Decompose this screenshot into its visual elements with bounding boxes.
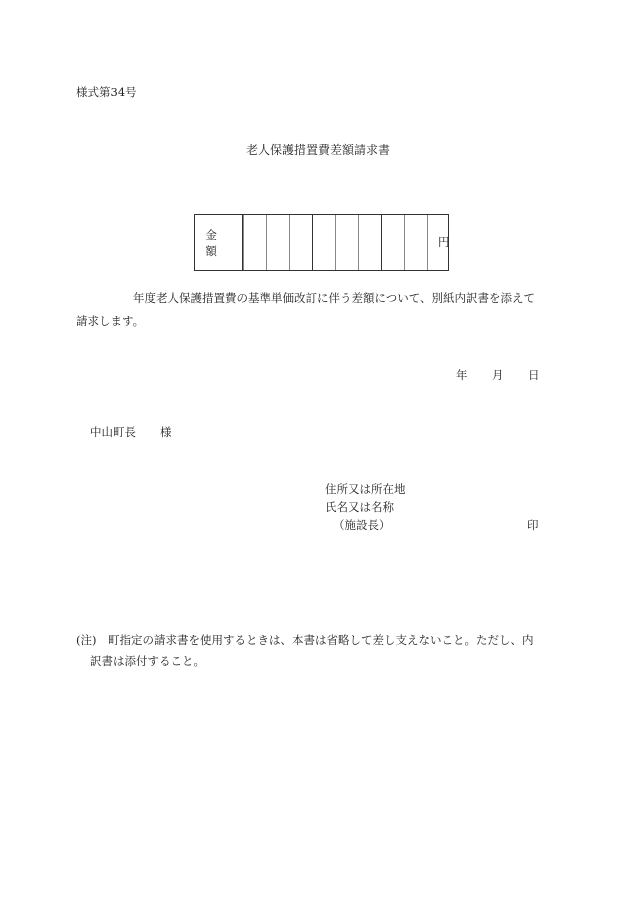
amount-digit-cell bbox=[312, 215, 335, 270]
document-title: 老人保護措置費差額請求書 bbox=[246, 143, 391, 157]
amount-digit-cell bbox=[289, 215, 312, 270]
amount-digit-cell bbox=[381, 215, 404, 270]
claimant-name-label: 氏名又は名称 bbox=[325, 500, 394, 514]
seal-mark: 印 bbox=[527, 518, 539, 532]
amount-box bbox=[194, 214, 449, 271]
amount-digit-cell bbox=[335, 215, 358, 270]
amount-digit-cell bbox=[404, 215, 427, 270]
date-month: 月 bbox=[492, 368, 504, 382]
facility-head-label: （施設長） bbox=[333, 518, 391, 532]
date-year: 年 bbox=[456, 368, 468, 382]
amount-digit-cell bbox=[243, 215, 266, 270]
amount-digit-cell bbox=[358, 215, 381, 270]
note-line-2: 訳書は添付すること。 bbox=[90, 654, 205, 668]
claimant-address-label: 住所又は所在地 bbox=[325, 482, 406, 496]
date-day: 日 bbox=[528, 368, 540, 382]
amount-unit: 円 bbox=[438, 235, 450, 249]
body-text-line-1: 年度老人保護措置費の基準単価改訂に伴う差額について、別紙内訳書を添えて bbox=[133, 291, 536, 305]
amount-label: 金額 bbox=[195, 215, 243, 270]
amount-digit-cell bbox=[266, 215, 289, 270]
note-line-1: (注) 町指定の請求書を使用するときは、本書は省略して差し支えないこと。ただし、内 bbox=[76, 633, 534, 647]
body-text-line-2: 請求します。 bbox=[76, 314, 145, 328]
addressee-honorific: 様 bbox=[160, 425, 172, 439]
addressee-name: 中山町長 bbox=[90, 425, 136, 439]
form-number: 様式第34号 bbox=[76, 85, 137, 99]
